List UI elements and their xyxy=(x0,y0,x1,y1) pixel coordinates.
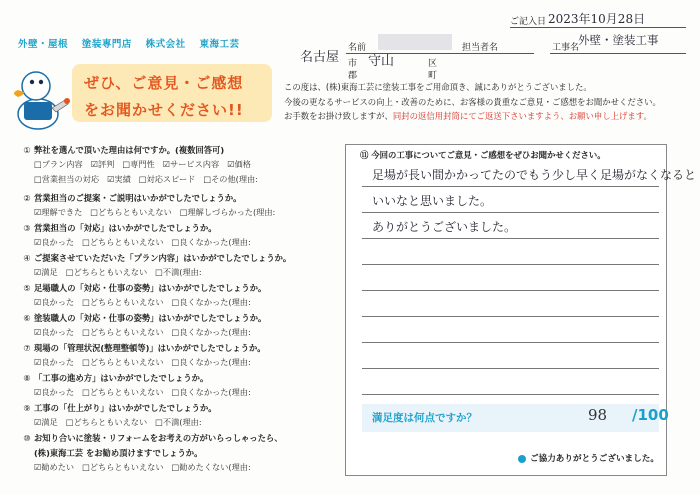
question-9: ⑨ 工事の「仕上がり」はいかがでしたでしょうか。 xyxy=(23,403,217,413)
address-ward: 守山 xyxy=(368,54,395,69)
choice-checkbox[interactable]: □勧めたくない(理由: xyxy=(171,462,251,472)
question-5: ⑤ 足場職人の「対応・仕事の姿勢」はいかがでしたでしょうか。 xyxy=(23,283,267,293)
choice-checkbox[interactable]: □その他(理由: xyxy=(203,174,258,184)
question-1-options-row1 xyxy=(34,159,259,170)
comment-rule xyxy=(362,264,659,265)
score-value: 98 xyxy=(588,406,608,424)
address-city-label: 市 xyxy=(348,59,358,69)
choice-checkbox[interactable]: □良くなかった(理由: xyxy=(171,357,251,367)
question-1-options-row2 xyxy=(34,174,266,185)
question-4: ④ ご提案させていただいた「プラン内容」はいかがでしたでしょうか。 xyxy=(23,253,292,263)
question-7-options xyxy=(34,357,259,368)
choice-checkbox[interactable]: ☑価格 xyxy=(227,159,251,169)
comment-rule xyxy=(362,316,659,317)
choice-checkbox[interactable]: ☑良かった xyxy=(34,357,75,367)
comment-rule xyxy=(362,290,659,291)
date-value: 2023年10月28日 xyxy=(548,12,646,26)
headline-line2: をお聞かせください!! xyxy=(84,101,244,119)
question-10: ⑩ お知り合いに塗装・リフォームをお考えの方がいらっしゃったら、 xyxy=(23,433,283,443)
question-4-options xyxy=(34,267,210,278)
duck-mascot-icon xyxy=(10,62,72,132)
choice-checkbox[interactable]: □どちらともいえない xyxy=(90,207,172,217)
choice-checkbox[interactable]: □どちらともいえない xyxy=(82,327,164,337)
address-cho: 町 xyxy=(428,71,438,81)
choice-checkbox[interactable]: □良くなかった(理由: xyxy=(171,237,251,247)
question-10-options xyxy=(34,462,259,473)
greeting-line: この度は、(株)東海工芸に塗装工事をご用命頂き、誠にありがとうございました。 xyxy=(284,82,592,92)
question-6: ⑥ 塗装職人の「対応・仕事の姿勢」はいかがでしたでしょうか。 xyxy=(23,313,267,323)
comment-heading: ⑪ 今回の工事についてご意見・ご感想をぜひお聞かせください。 xyxy=(360,150,606,160)
comment-line: いいなと思いました。 xyxy=(372,194,493,208)
greeting-line xyxy=(284,109,661,124)
question-8: ⑧ 「工事の進め方」はいかがでしたでしょうか。 xyxy=(23,373,209,383)
choice-checkbox[interactable]: ☑良かった xyxy=(34,297,75,307)
choice-checkbox[interactable]: □専門性 xyxy=(122,159,155,169)
choice-checkbox[interactable]: □どちらともいえない xyxy=(82,462,164,472)
contact-label: 担当者名 xyxy=(462,43,499,53)
choice-checkbox[interactable]: □どちらともいえない xyxy=(82,297,164,307)
choice-checkbox[interactable]: ☑評判 xyxy=(90,159,115,169)
choice-checkbox[interactable]: □良くなかった(理由: xyxy=(171,297,251,307)
address-gun: 郡 xyxy=(348,71,358,81)
thanks-text: ご協力ありがとうございました。 xyxy=(530,454,659,464)
greeting-line3-a: お手数をお掛け致しますが、 xyxy=(284,111,393,121)
brand-item: 外壁・屋根 xyxy=(18,39,69,50)
comment-rule xyxy=(362,342,659,343)
choice-checkbox[interactable]: □理解しづらかった(理由: xyxy=(179,207,276,217)
company-brand xyxy=(18,36,250,50)
choice-checkbox[interactable]: ☑勧めたい xyxy=(34,462,75,472)
comment-rule xyxy=(362,394,659,395)
comment-rule xyxy=(362,186,659,187)
greeting-text xyxy=(284,80,661,124)
question-1: ① 弊社を選んで頂いた理由は何ですか。(複数回答可) xyxy=(23,145,225,155)
choice-checkbox[interactable]: □良くなかった(理由: xyxy=(171,327,251,337)
choice-checkbox[interactable]: □不満(理由: xyxy=(155,267,202,277)
work-underline xyxy=(550,52,686,54)
work-label: 工事名 xyxy=(552,43,580,53)
choice-checkbox[interactable]: □どちらともいえない xyxy=(65,267,148,277)
choice-checkbox[interactable]: ☑満足 xyxy=(34,267,58,277)
brand-item: 株式会社 xyxy=(145,39,186,50)
score-max: /100 xyxy=(632,406,669,424)
choice-checkbox[interactable]: □不満(理由: xyxy=(155,417,202,427)
question-8-options xyxy=(34,387,259,398)
comment-rule xyxy=(362,212,659,213)
name-redacted xyxy=(378,34,452,50)
choice-checkbox[interactable]: □どちらともいえない xyxy=(82,357,164,367)
score-label: 満足度は何点ですか？ xyxy=(372,412,477,424)
question-2-options xyxy=(34,207,283,218)
date-label: ご記入日 xyxy=(510,17,547,27)
question-6-options xyxy=(34,327,259,338)
work-value: 外壁・塗装工事 xyxy=(578,33,659,47)
question-7: ⑦ 現場の「管理状況(整理整頓等)」はいかがでしたでしょうか。 xyxy=(23,343,266,353)
headline xyxy=(84,70,244,124)
choice-checkbox[interactable]: □どちらともいえない xyxy=(65,417,148,427)
greeting-line: 今後の更なるサービスの向上・改善のために、お客様の貴重なご意見・ご感想をお聞かせください。 xyxy=(284,96,661,107)
question-5-options xyxy=(34,297,259,308)
comment-rule xyxy=(362,238,659,239)
comment-line: 足場が長い間かかってたのでもう少し早く足場がなくなると xyxy=(372,168,697,182)
choice-checkbox[interactable]: □良くなかった(理由: xyxy=(171,387,251,397)
comment-line: ありがとうございました。 xyxy=(372,220,517,234)
choice-checkbox[interactable]: ☑実績 xyxy=(107,174,131,184)
address-city: 名古屋 xyxy=(300,50,340,65)
brand-item: 東海工芸 xyxy=(199,39,240,50)
question-10-line2: (株)東海工芸 をお勧め頂けますでしょうか。 xyxy=(34,448,203,458)
date-underline xyxy=(510,26,686,28)
name-label: 名前 xyxy=(348,43,367,53)
question-3-options xyxy=(34,237,259,248)
question-2: ② 営業担当のご提案・ご説明はいかがでしたでしょうか。 xyxy=(23,193,242,203)
choice-checkbox[interactable]: □プラン内容 xyxy=(34,159,83,169)
choice-checkbox[interactable]: ☑理解できた xyxy=(34,207,83,217)
comment-rule xyxy=(362,368,659,369)
question-9-options xyxy=(34,417,210,428)
choice-checkbox[interactable]: ☑満足 xyxy=(34,417,58,427)
choice-checkbox[interactable]: □どちらともいえない xyxy=(82,387,164,397)
return-envelope-note: 同封の返信用封筒にてご返送下さいますよう、お願い申し上げます。 xyxy=(392,111,652,121)
thanks-icon xyxy=(518,455,526,463)
address-ward-label: 区 xyxy=(428,59,438,69)
choice-checkbox[interactable]: □対応スピード xyxy=(138,174,196,184)
headline-line1: ぜひ、ご意見・ご感想 xyxy=(84,74,244,92)
choice-checkbox[interactable]: ☑良かった xyxy=(34,387,75,397)
choice-checkbox[interactable]: ☑良かった xyxy=(34,327,75,337)
choice-checkbox[interactable]: □営業担当の対応 xyxy=(34,174,100,184)
question-3: ③ 営業担当の「対応」はいかがでしたでしょうか。 xyxy=(23,223,217,233)
choice-checkbox[interactable]: ☑良かった xyxy=(34,237,75,247)
choice-checkbox[interactable]: □どちらともいえない xyxy=(82,237,164,247)
brand-item: 塗装専門店 xyxy=(81,39,132,50)
choice-checkbox[interactable]: ☑サービス内容 xyxy=(162,159,220,169)
